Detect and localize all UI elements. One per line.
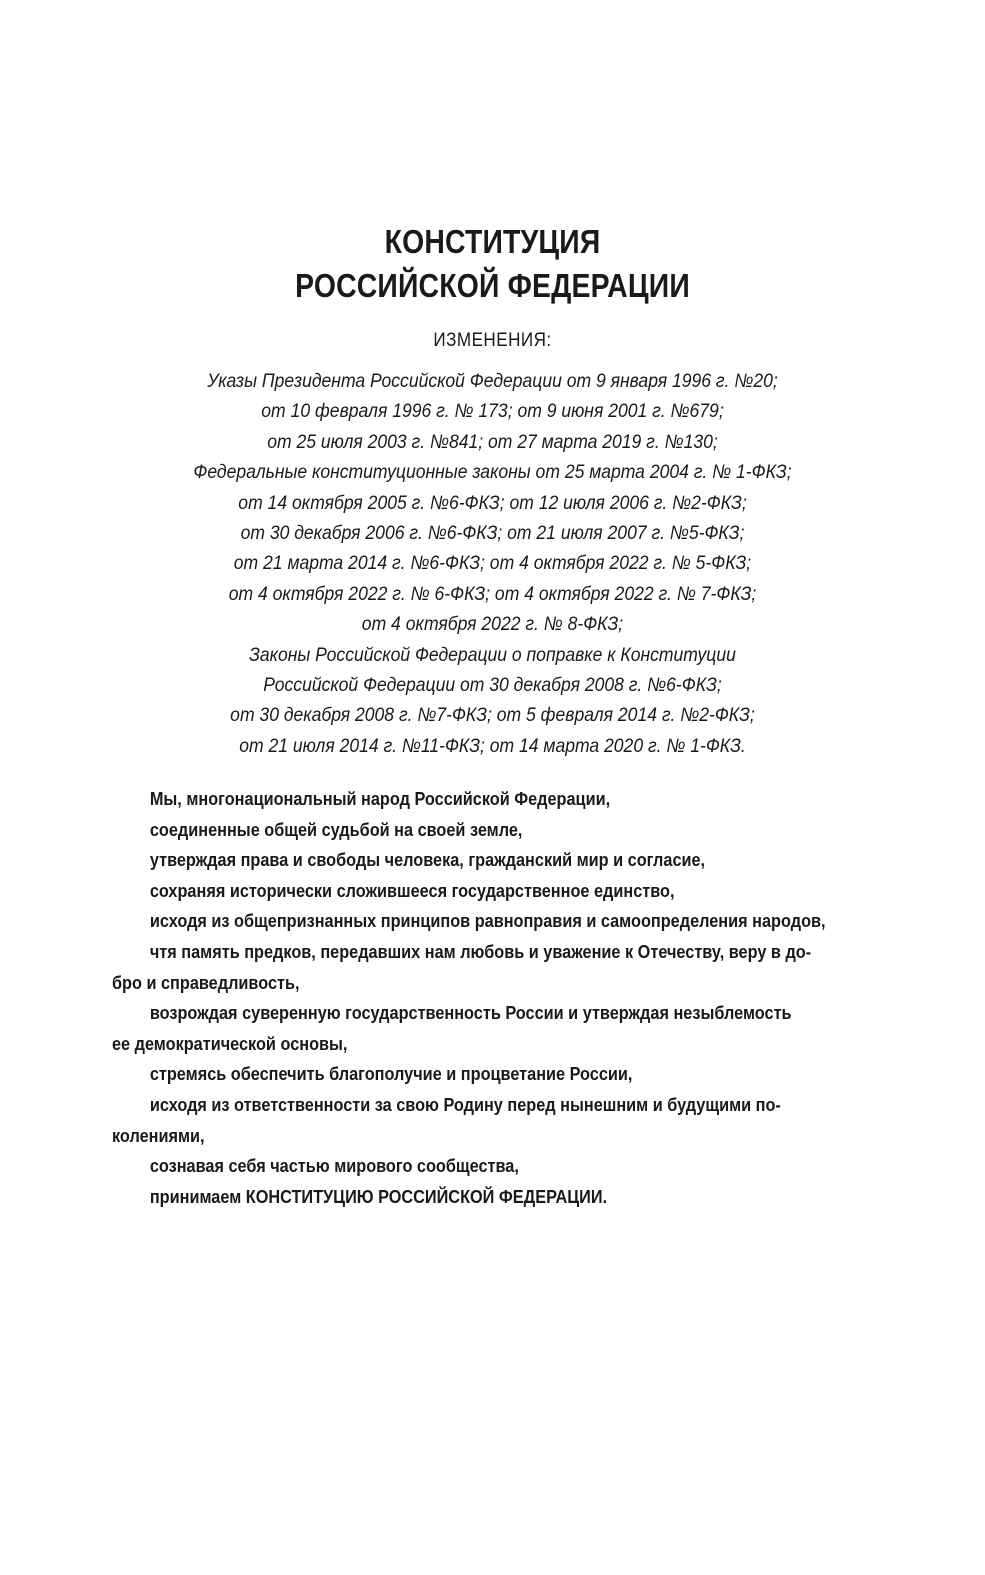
amendments-heading: ИЗМЕНЕНИЯ: [433, 330, 552, 351]
document-title-line-1: КОНСТИТУЦИЯ [384, 223, 601, 260]
amendment-line: от 30 декабря 2006 г. №6-ФКЗ; от 21 июля 2007 г. №5-ФКЗ; [240, 521, 745, 544]
amendment-line: от 4 октября 2022 г. № 6-ФКЗ; от 4 октября 2022 г. № 7-ФКЗ; [228, 582, 757, 605]
amendment-line: Указы Президента Российской Федерации от 9 января 1996 г. №20; [207, 370, 778, 392]
preamble-line: чтя память предков, передавших нам любовь и уважение к Отечеству, веру в до- [149, 940, 812, 962]
preamble-line: исходя из общепризнанных принципов равноправия и самоопределения народов, [149, 910, 826, 932]
preamble-line: ее демократической основы, [112, 1032, 348, 1054]
amendment-line: от 21 июля 2014 г. №11-ФКЗ; от 14 марта 2020 г. № 1-ФКЗ. [239, 734, 746, 757]
preamble-line: колениями, [112, 1124, 205, 1146]
preamble-line: Мы, многонациональный народ Российской Федерации, [149, 788, 611, 809]
amendment-line: от 30 декабря 2008 г. №7-ФКЗ; от 5 февраля 2014 г. №2-ФКЗ; [230, 704, 755, 727]
amendment-line: Федеральные конституционные законы от 25 марта 2004 г. № 1-ФКЗ; [193, 461, 792, 484]
preamble-line: сознавая себя частью мирового сообщества, [149, 1155, 519, 1177]
preamble-line: сохраняя исторически сложившееся государственное единство, [149, 879, 675, 901]
amendment-line: Российской Федерации от 30 декабря 2008 г. №6-ФКЗ; [263, 673, 722, 696]
amendment-line: от 25 июля 2003 г. №841; от 27 марта 2019 г. №130; [267, 430, 718, 453]
amendment-line: от 4 октября 2022 г. № 8-ФКЗ; [361, 613, 624, 636]
preamble-line: бро и справедливость, [112, 971, 300, 993]
amendment-line: от 21 марта 2014 г. №6-ФКЗ; от 4 октября 2022 г. № 5-ФКЗ; [233, 552, 752, 575]
preamble-line: возрождая суверенную государственность России и утверждая незыблемость [149, 1002, 792, 1024]
document-title-line-2: РОССИЙСКОЙ ФЕДЕРАЦИИ [295, 267, 690, 304]
preamble-line: исходя из ответственности за свою Родину перед нынешним и будущими по- [149, 1093, 781, 1115]
amendments-list [0, 366, 985, 761]
preamble-line: соединенные общей судьбой на своей земле, [149, 818, 523, 840]
preamble [112, 784, 872, 1212]
preamble-line: стремясь обеспечить благополучие и процветание России, [149, 1063, 633, 1085]
amendment-line: от 10 февраля 1996 г. № 173; от 9 июня 2001 г. №679; [261, 400, 724, 423]
amendment-line: от 14 октября 2005 г. №6-ФКЗ; от 12 июля 2006 г. №2-ФКЗ; [238, 491, 747, 514]
amendment-line: Законы Российской Федерации о поправке к Конституции [249, 643, 736, 666]
preamble-line: принимаем КОНСТИТУЦИЮ РОССИЙСКОЙ ФЕДЕРАЦИИ. [149, 1185, 608, 1207]
preamble-line: утверждая права и свободы человека, гражданский мир и согласие, [149, 849, 706, 871]
